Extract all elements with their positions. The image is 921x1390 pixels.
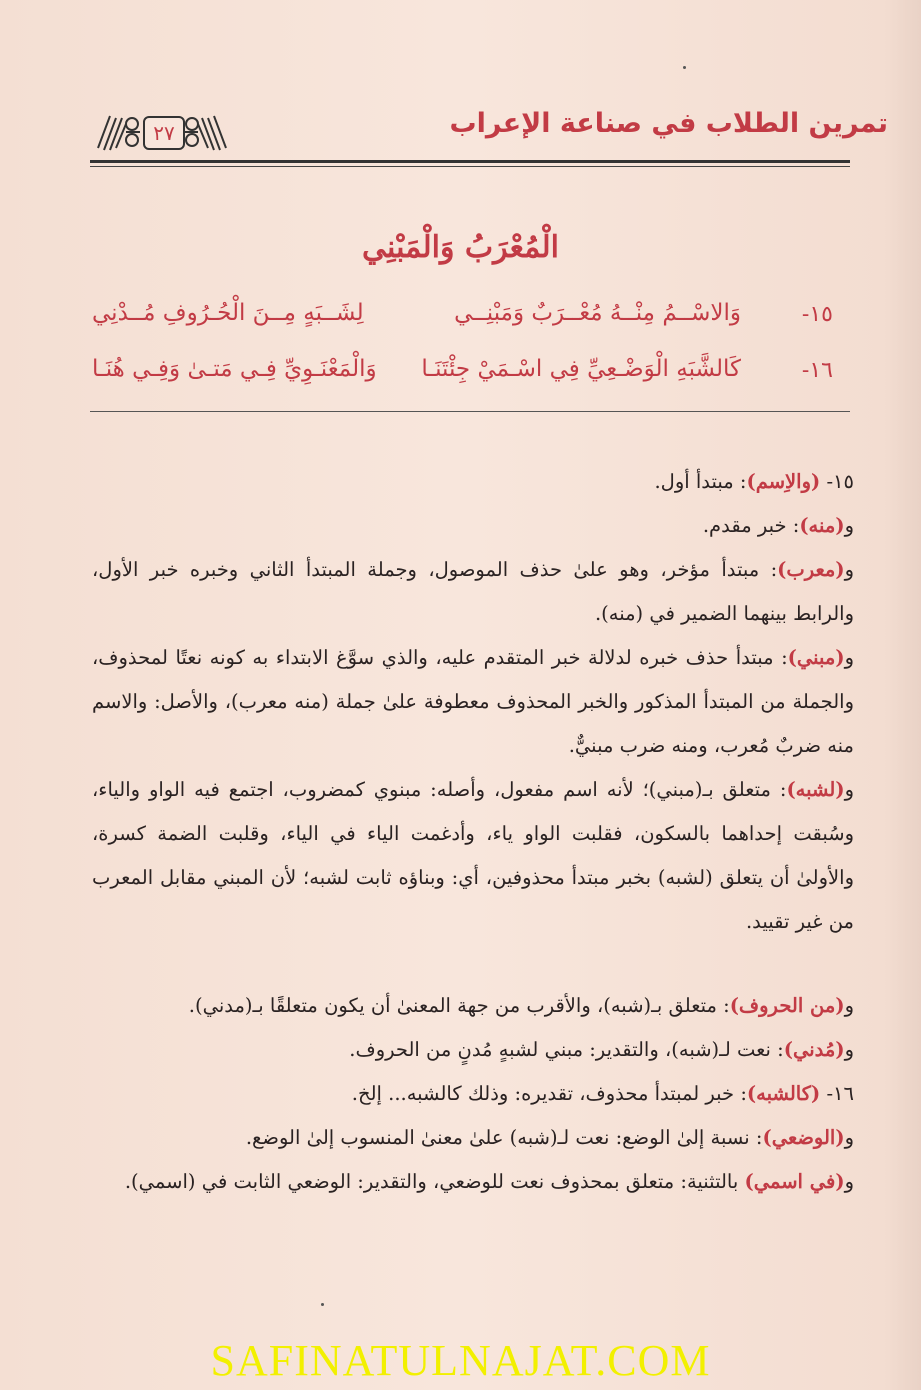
verse-number: ١٦- <box>801 358 833 383</box>
commentary-paragraph <box>92 548 854 636</box>
analyzed-term: (كالشبه) <box>746 1082 821 1105</box>
verse-second-hemistich: لِشَــبَهٍ مِــنَ الْحُـرُوفِ مُــدْنِي <box>92 300 364 326</box>
speck <box>683 66 686 69</box>
analyzed-term: (مبني) <box>787 646 845 669</box>
analyzed-term: (والاِسم) <box>746 470 821 493</box>
paragraph-text: : متعلق بـ(مبني)؛ لأنه اسم مفعول، وأصله: مبنوي كمضروب، اجتمع فيه الواو والياء، وسُبقت إحداهما بالسكون، فقلبت الواو ياء، وأدغمت الياء في الياء، وقلبت الضمة كسرة، والأولىٰ أن يتعلق (لشبه) بخبر مبتدأ محذوفين، أي: وبناؤه ثابت لشبه؛ لأن المبني مقابل المعرب من غير تقييد. <box>92 778 854 933</box>
commentary-paragraph <box>92 984 854 1028</box>
analyzed-term: (منه) <box>799 514 845 537</box>
page-number-ornament <box>96 110 228 154</box>
header-rule-thin <box>90 166 850 167</box>
analyzed-term: (مُدني) <box>783 1038 845 1061</box>
analyzed-term: (الوضعي) <box>762 1126 845 1149</box>
paragraph-prefix: و <box>844 994 854 1017</box>
verse-first-hemistich: وَالاسْــمُ مِنْــهُ مُعْــرَبٌ وَمَبْنِــي <box>454 300 741 326</box>
page-number: ٢٧ <box>143 116 185 150</box>
paragraph-prefix: ١٥- <box>820 470 854 493</box>
paragraph-text: بالتثنية: متعلق بمحذوف نعت للوضعي، والتقدير: الوضعي الثابت في (اسمي). <box>124 1170 745 1193</box>
paragraph-text: : متعلق بـ(شبه)، والأقرب من جهة المعنىٰ أن يكون متعلقًا بـ(مدني). <box>188 994 730 1017</box>
header-rule-thick <box>90 160 850 163</box>
verse-number: ١٥- <box>801 302 833 327</box>
paragraph-text: : مبتدأ مؤخر، وهو علىٰ حذف الموصول، وجملة المبتدأ الثاني وخبره خبر الأول، والرابط بينهما الضمير في (منه). <box>92 558 854 625</box>
analyzed-term: (معرب) <box>777 558 845 581</box>
commentary-paragraph <box>92 460 854 504</box>
section-divider <box>90 411 850 412</box>
paragraph-text: : مبتدأ حذف خبره لدلالة خبر المتقدم عليه، والذي سوَّغ الابتداء به كونه نعتًا لمحذوف، والجملة من المبتدأ المذكور والخبر المحذوف معطوفة علىٰ جملة (منه معرب)، والأصل: والاسم منه ضربٌ مُعرب، ومنه ضرب مبنيٌّ. <box>92 646 854 757</box>
commentary-paragraph <box>92 1160 854 1204</box>
paragraph-prefix: ١٦- <box>820 1082 854 1105</box>
analyzed-term: (لشبه) <box>786 778 845 801</box>
paragraph-text: : خبر مقدم. <box>702 514 800 537</box>
speck <box>321 1303 324 1306</box>
running-title: تمرين الطلاب في صناعة الإعراب <box>449 108 888 139</box>
analyzed-term: (من الحروف) <box>729 994 845 1017</box>
paragraph-prefix: و <box>844 646 854 669</box>
verse-second-hemistich: وَالْمَعْنَـوِيِّ فِـي مَتـىٰ وَفِـي هُنَـا <box>92 356 377 382</box>
page-header <box>40 108 888 158</box>
paragraph-text: : خبر لمبتدأ محذوف، تقديره: وذلك كالشبه... إلخ. <box>351 1082 747 1105</box>
paragraph-prefix: و <box>844 1170 854 1193</box>
paragraph-prefix: و <box>844 558 854 581</box>
commentary-paragraph <box>92 1072 854 1116</box>
section-title: الْمُعْرَبُ وَالْمَبْنِي <box>362 230 559 265</box>
commentary-paragraph <box>92 636 854 768</box>
paragraph-prefix: و <box>844 1038 854 1061</box>
commentary-paragraph <box>92 504 854 548</box>
watermark: SAFINATULNAJAT.COM <box>210 1336 711 1385</box>
paragraph-prefix: و <box>844 514 854 537</box>
paragraph-text: : نعت لـ(شبه)، والتقدير: مبني لشبهٍ مُدنٍ من الحروف. <box>349 1038 784 1061</box>
commentary-paragraph <box>92 1116 854 1160</box>
commentary-paragraph <box>92 768 854 944</box>
verse-first-hemistich: كَالشَّبَهِ الْوَضْـعِيِّ فِي اسْـمَيْ جِئْتَنَـا <box>421 356 741 382</box>
paragraph-text: : مبتدأ أول. <box>654 470 747 493</box>
paragraph-prefix: و <box>844 1126 854 1149</box>
paragraph-prefix: و <box>844 778 854 801</box>
commentary-paragraph <box>92 1028 854 1072</box>
analyzed-term: (في اسمي) <box>744 1170 845 1193</box>
paragraph-text: : نسبة إلىٰ الوضع: نعت لـ(شبه) علىٰ معنىٰ المنسوب إلىٰ الوضع. <box>245 1126 763 1149</box>
